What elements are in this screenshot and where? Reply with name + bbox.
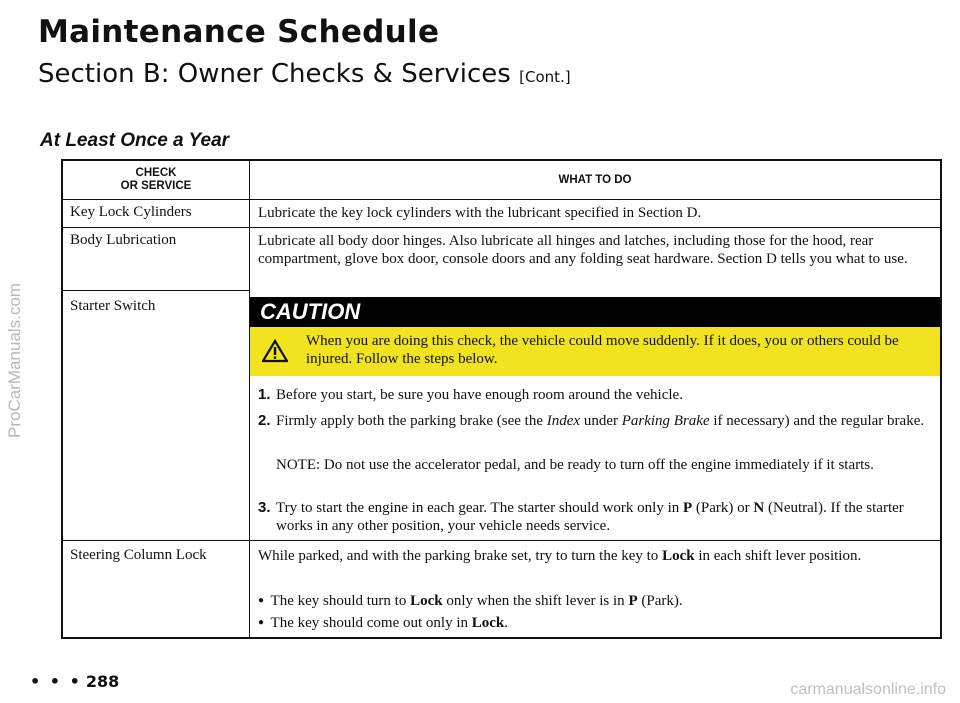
parking-brake-ref: Parking Brake	[621, 413, 710, 429]
row-starter-check: Starter Switch	[70, 298, 156, 314]
row-steering-what	[258, 547, 930, 565]
step-text: Before you start, be sure you have enough room around the vehicle.	[276, 387, 683, 403]
neutral-letter: N	[753, 500, 765, 516]
steering-bullet-2	[258, 614, 930, 634]
subtitle-text: Section B: Owner Checks & Services	[38, 59, 511, 89]
row-divider	[63, 227, 940, 228]
side-watermark	[4, 180, 26, 540]
lock-word: Lock	[410, 593, 443, 609]
step-number: 2.	[258, 412, 271, 429]
steering-text: While parked, and with the parking brake set, try to turn the key to	[258, 548, 663, 564]
lock-word: Lock	[471, 615, 505, 631]
step-number: 1.	[258, 386, 271, 403]
warning-triangle-icon	[262, 339, 288, 363]
row-body-lube-check: Body Lubrication	[70, 232, 177, 248]
row-key-lock-what: Lubricate the key lock cylinders with the lubricant specified in Section D.	[258, 205, 702, 221]
column-divider	[249, 161, 250, 637]
note-text: NOTE: Do not use the accelerator pedal, and be ready to turn off the engine immediately if it starts.	[276, 457, 874, 473]
steering-text: in each shift lever position.	[694, 548, 862, 564]
starter-step-2	[258, 412, 930, 430]
row-divider	[63, 199, 940, 200]
row-divider	[63, 540, 940, 541]
step-number: 3.	[258, 499, 271, 516]
bullet-text: only when the shift lever is in	[442, 593, 629, 609]
starter-note	[258, 456, 930, 474]
row-key-lock-check: Key Lock Cylinders	[70, 204, 192, 220]
side-watermark-text: ProCarManuals.com	[5, 282, 24, 438]
step-text: (Park) or	[692, 500, 754, 516]
column-header-what: WHAT TO DO	[558, 174, 632, 186]
maintenance-table	[61, 159, 942, 639]
subtitle-cont: [Cont.]	[519, 68, 571, 86]
step-text: if necessary) and the regular brake.	[709, 413, 925, 429]
page-title: Maintenance Schedule	[38, 14, 440, 50]
park-letter: P	[628, 593, 638, 609]
step-text: under	[580, 413, 622, 429]
section-subtitle	[38, 59, 571, 89]
steering-bullet-1	[258, 592, 930, 612]
caution-box	[250, 327, 940, 376]
step-text: Try to start the engine in each gear. The starter should work only in	[276, 500, 683, 516]
bullet-text: The key should turn to	[270, 593, 411, 609]
bullet-text: .	[504, 615, 509, 631]
step-text: Firmly apply both the parking brake (see the	[276, 413, 547, 429]
column-header-check: CHECK OR SERVICE	[120, 167, 192, 192]
row-divider	[63, 290, 249, 291]
page-number-text: 288	[85, 672, 120, 691]
section-heading: At Least Once a Year	[40, 130, 230, 151]
step-text: (Neutral). If the starter works in any other position, your vehicle needs service.	[276, 500, 904, 534]
page-dots: • • •	[30, 672, 82, 691]
page-number	[30, 672, 119, 691]
starter-step-1	[258, 386, 930, 404]
starter-step-3	[258, 499, 930, 535]
row-steering-check: Steering Column Lock	[70, 547, 207, 563]
lock-word: Lock	[662, 548, 695, 564]
row-body-lube-what: Lubricate all body door hinges. Also lubricate all hinges and latches, including those for the hood, rear compartment, glove box door, console doors and any folding seat hardware. Section D tells you what to use.	[258, 233, 908, 267]
caution-header: CAUTION	[250, 297, 940, 327]
bottom-watermark: carmanualsonline.info	[790, 681, 946, 698]
bullet-text: (Park).	[637, 593, 683, 609]
park-letter: P	[683, 500, 693, 516]
index-ref: Index	[546, 413, 581, 429]
bullet-text: The key should come out only in	[270, 615, 472, 631]
caution-text: When you are doing this check, the vehicle could move suddenly. If it does, you or others could be injured. Follow the steps below.	[306, 333, 899, 367]
